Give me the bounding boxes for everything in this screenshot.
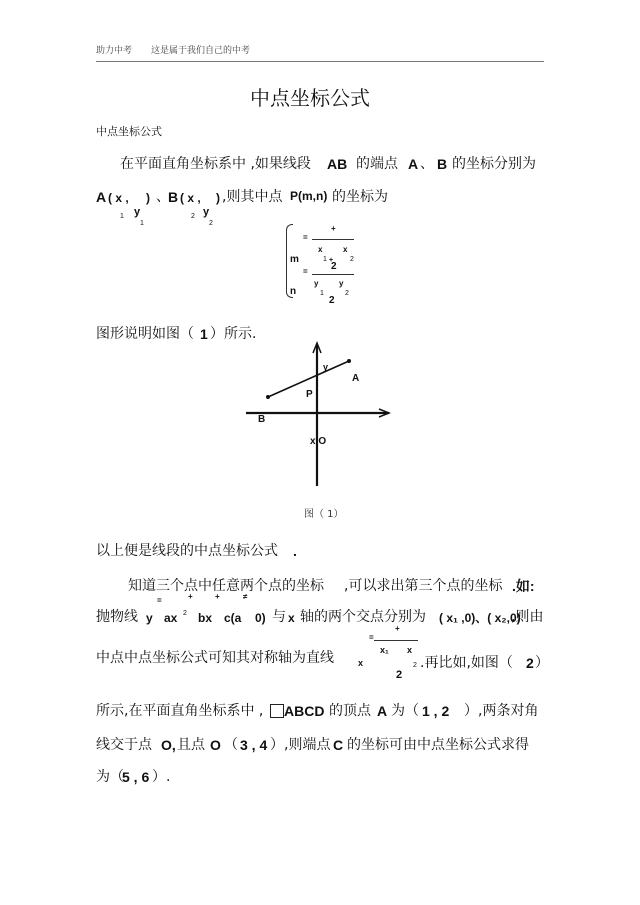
fig-label-a: A xyxy=(352,373,360,384)
header-right: 这是属于我们自己的中考 xyxy=(151,46,251,56)
parallelogram-icon xyxy=(270,704,284,718)
p6-text-1: 中点中点坐标公式可知其对称轴为直线 xyxy=(96,650,334,666)
p6-sub-2: 2 xyxy=(413,662,417,669)
p2-a-x: ( x , xyxy=(108,191,129,205)
fig-label-y: y xyxy=(323,362,329,372)
p9-text-2: ）. xyxy=(152,769,171,785)
p8-o2: O xyxy=(210,737,221,753)
p2-sub-1b: 1 xyxy=(140,220,144,227)
p6-x: x xyxy=(358,658,364,668)
p5-text-1: 抛物线 xyxy=(96,609,138,625)
p2-a: A xyxy=(96,189,107,205)
p5-text-2: 与 xyxy=(272,609,286,625)
formula-y2: y xyxy=(339,279,344,288)
p6-x2: x xyxy=(407,645,413,655)
p1-sep: 、 xyxy=(420,156,434,172)
p1-text-3: 的坐标分别为 xyxy=(452,156,536,172)
p7-text-3: 为（ xyxy=(391,703,419,719)
formula-eq-2: = xyxy=(303,267,308,276)
p2-b-y: ) xyxy=(216,191,220,205)
p8-text-4: ）,则端点 xyxy=(270,737,331,753)
p5-neq: ≠ xyxy=(243,592,248,601)
fig-intro-num: 1 xyxy=(200,326,208,342)
p2-sub-2b: 2 xyxy=(209,220,213,227)
p1-text-1: 在平面直角坐标系中 ,如果线段 xyxy=(120,156,311,172)
formula-denominator-1: 2 xyxy=(331,261,337,272)
p5-ax: ax xyxy=(164,611,178,625)
p8-text-5: 的坐标可由中点坐标公式求得 xyxy=(347,737,529,753)
p5-plus-1: + xyxy=(188,592,193,601)
p6-denominator: 2 xyxy=(396,669,403,681)
formula-sub-2: 2 xyxy=(350,256,354,263)
p7-abcd: ABCD xyxy=(284,703,325,719)
p3-text: 以上便是线段的中点坐标公式 xyxy=(96,543,278,559)
p9-value: 5 , 6 xyxy=(122,769,150,785)
formula-plus-1: + xyxy=(331,224,336,233)
p2-sep: 、 xyxy=(156,189,170,205)
p4-text-2: ,可以求出第三个点的坐标 xyxy=(344,578,503,594)
p1-a: A xyxy=(408,156,419,172)
formula-plus-mid: + xyxy=(329,257,334,264)
p7-text-1: 所示,在平面直角坐标系中 , xyxy=(96,703,264,719)
p1-text-2: 的端点 xyxy=(356,156,398,172)
p8-text-3: （ xyxy=(224,737,238,753)
p5-text-4: ,则由 xyxy=(511,609,544,625)
p2-a-y: ) xyxy=(146,191,150,205)
p5-points: ( x₁ ,0)、( x₂,0) xyxy=(439,611,521,625)
p5-x: x xyxy=(288,611,295,625)
figure-caption: 图（ 1） xyxy=(304,509,344,520)
p5-c: c(a xyxy=(224,611,242,625)
formula-x1: x xyxy=(318,245,323,254)
section-subtitle: 中点坐标公式 xyxy=(96,125,162,138)
p8-value: 3 , 4 xyxy=(240,737,268,753)
p5-bx: bx xyxy=(198,611,213,625)
formula-sub-4: 2 xyxy=(345,290,349,297)
header-left: 助力中考 xyxy=(96,46,133,56)
p6-x1: x₁ xyxy=(380,645,389,655)
formula-eq-1: = xyxy=(303,233,308,242)
fig-label-p: P xyxy=(306,389,313,400)
p8-o: O, xyxy=(161,737,176,753)
fig-intro-text-2: ）所示. xyxy=(210,326,257,342)
p6-plus: + xyxy=(395,624,400,633)
p3-period: . xyxy=(293,543,297,559)
p5-sup-2: 2 xyxy=(183,610,187,617)
formula-y1: y xyxy=(314,279,319,288)
p1-ab: AB xyxy=(327,156,348,172)
formula-m: m xyxy=(290,254,299,265)
p8-text-1: 线交于点 xyxy=(96,737,152,753)
p4-text-3: .如: xyxy=(512,578,535,594)
formula-denominator-2: 2 xyxy=(329,295,335,306)
fig-label-xo: x O xyxy=(310,436,327,447)
p2-sub-2a: 2 xyxy=(191,213,195,220)
p7-value: 1 , 2 xyxy=(422,703,450,719)
p2-end: 的坐标为 xyxy=(332,189,388,205)
p5-zero: 0) xyxy=(255,611,266,625)
p2-b: B xyxy=(168,189,179,205)
p8-c: C xyxy=(333,737,344,753)
p4-text-1: 知道三个点中任意两个点的坐标 xyxy=(128,578,324,594)
endpoint-a-dot xyxy=(347,359,351,363)
p2-y1: y xyxy=(134,206,141,218)
page-title: 中点坐标公式 xyxy=(250,86,370,110)
p6-text-2: .再比如,如图（ xyxy=(420,655,513,671)
p2-point-p: P(m,n) xyxy=(290,189,328,203)
p2-mid: ,则其中点 xyxy=(222,189,283,205)
p9-text-1: 为（ xyxy=(96,769,124,785)
p5-plus-2: + xyxy=(215,592,220,601)
p7-a: A xyxy=(377,703,388,719)
p1-b: B xyxy=(437,156,448,172)
fig-label-b: B xyxy=(258,414,266,425)
formula-sub-3: 1 xyxy=(320,290,324,297)
p6-num: 2 xyxy=(526,655,534,671)
formula-x2: x xyxy=(343,245,348,254)
p5-eq: = xyxy=(157,596,162,605)
p7-text-4: ）,两条对角 xyxy=(464,703,539,719)
p7-text-2: 的顶点 xyxy=(329,703,371,719)
formula-n: n xyxy=(290,286,297,297)
formula-sub-1: 1 xyxy=(323,256,327,263)
p6-fraction-bar xyxy=(374,640,418,641)
endpoint-b-dot xyxy=(266,395,270,399)
p5-y: y xyxy=(146,611,153,625)
p2-b-x: ( x , xyxy=(180,191,201,205)
fig-intro-text-1: 图形说明如图（ xyxy=(96,326,194,342)
p5-text-3: 轴的两个交点分别为 xyxy=(300,609,426,625)
p8-text-2: 且点 xyxy=(177,737,205,753)
p2-sub-1a: 1 xyxy=(120,213,124,220)
p6-text-3: ） xyxy=(535,655,549,671)
p2-y2: y xyxy=(203,206,210,218)
p6-eq: = xyxy=(369,633,374,642)
